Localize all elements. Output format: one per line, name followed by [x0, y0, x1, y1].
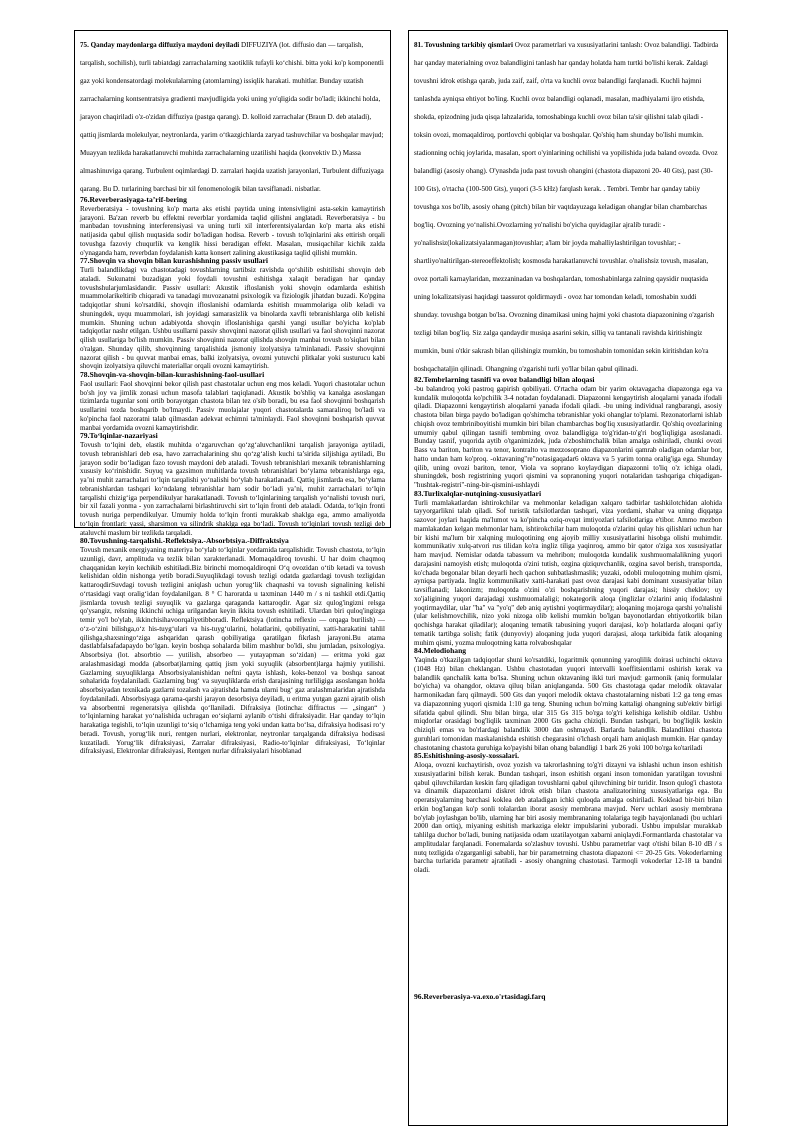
section-text: Faol usullari: Faol shovqinni bekor qilish past chastotalar uchun eng mos keladi. Yuqori chastotalar uchun bo'sh joy va jimlik zonasi uchun masofa talablari taqiqlanadi. Akustik bo'shliq va kanalga asoslangan tizimlarda tugunlar soni ortib borayotgan chastota bilan tez o'sib boradi, bu esa faol shovqinni boshqarish usullarini tezda boshqarib bo'lmaydi. Passiv muolajalar yuqori chastotalarda samaraliroq bo'ladi va ko'pincha faol nazoratni talab qilmasdan adekvat echimni ta'minlaydi. Faol shovqinni boshqarish quvvat manbai yordamida ovozni kamaytirishdir. — [80, 379, 385, 432]
right-section — [414, 490, 722, 648]
left-section — [80, 537, 385, 756]
right-section — [414, 993, 722, 1002]
left-section — [80, 34, 385, 196]
left-column — [74, 30, 391, 756]
section-body — [414, 41, 718, 373]
section-heading: 96.Reverberasiya-va.exo.o'rtasidagi.farq — [414, 991, 546, 1001]
left-section — [80, 371, 385, 432]
section-text: Yaqinda o'tkazilgan tadqiqotlar shuni ko'rsatdiki, logaritmik qonunning yaroqlilik doirasi uchinchi oktava (1048 Hz) bilan cheklangan. Ushbu chastotadan yuqori intervalli koeffitsientlarni oshirish kerak va balandlik qanchalik katta bo'lsa. Shuning uchun oktavaning ikki turi mavjud: garmonik (aniq formulalar bo'yicha) va ohangdor, oktava qiluq bilan aniqlanganda. 500 Gts chastotaga qadar melodik oktavalar harmonikadan farq qilmaydi. 500 Gts dan yuqori melodik oktava chastotalarning nisbati 1:2 ga teng emas va diapazonning yuqori qismida 1:10 ga teng. Shuning uchun bo'rning kattaligi ohangning sub'ektiv birligi sifatida qabul qilindi. Shu bilan birga, ular 315 Gs 315 bo'rga to'g'ri kelishiga kelishib oldilar. Ushbu miqdorlar orasidagi bog'liqlik taxminan 2000 Gts gacha chiziqli. Bundan tashqari, bu bog'liqlik keskin chiziqli emas va bo'rlardagi balandlik 3000 dan oshmaydi. Barlarda balandlik. Balandlikni chastota guruhlari tomonidan maskalanishda eshitish chegarasini o'lchash orqali ham aniqlash mumkin. Har qanday chastotaning chastota guruhiga ko'payishi bilan ohang balandligi 1 bark 26 yoki 100 bo'rga ko'tariladi — [414, 656, 722, 752]
section-body — [80, 41, 384, 193]
left-section — [80, 196, 385, 257]
right-column — [408, 30, 728, 1126]
right-section — [414, 752, 722, 875]
section-heading: 84.Melodiohang — [414, 646, 467, 656]
section-text: Tovush to‘lqini deb, elastik muhitda o‘zgaruvchan qo‘zg‘aluvchanlikni tarqalish jarayoniga aytiladi, tovush tebranishlari deb esa, havo zarrachalarining shu qo‘zg‘alish kuchi ta’sirida siljishiga aytiladi, Bu jarayon sodir bo‘ladigan fazo tovush maydoni deb ataladi. Tovush tebranishlari mexanik tebranishlarning xususiy ko‘rinishidir. Suyuq va gazsimon muhitlarda tovush tebranishlari bo‘ylama tebranishlarga ega, ya’ni muhit zarrachalari to‘lqin tarqalishi yo‘nalishi bo‘ylab harakatlanadi. Qattiq jismlarda esa, bo‘ylama tebranishlardan tashqari ko‘ndalang tebranishlar ham sodir bo‘ladi ya’ni, muhit zarrachalari to‘lqin tarqalishi chizig‘iga perpendikulyar harakatlanadi. Tovush to‘lqinlarining tarqalish yo‘nalishi tovush nuri, bir xil fazali yonma - yon zarrachalarni birlashtiruvchi sirt to‘lqin fronti deb ataladi. Odatda, to‘lqin fronti tovush nuriga perpendikulyar. Umumiy holda to‘lqin fronti murakkab shaklga ega, ammo amaliyotda to‘lqin frontlari: yassi, sharsimon va silindrik shaklga ega bo‘ladi. Tovush to‘lqinlari tovush tezligi deb ataluvchi maslum bir tezlikda tarqaladi. — [80, 441, 385, 537]
section-text: Tovush mexanik energiyaning materiya bo‘ylab to‘lqinlar yordamida tarqalishidir. Tovush chastota, to‘lqin uzunligi, davr, amplituda va tezlik bilan xarakterlanadi. Momaqaldiroq tovushi. U har doim chaqmoq chaqqanidan keyin kechikib eshitiladi.Biz birinchi momoqaldiroqni O‘q ovozidan o‘tib ketadi va tovush kelishidan oldin nishonga yetib boradi.Suyuqlikdagi tovush tezligi odatda gazlardagi tovush tezligidan kattaroqdirSuvdagi tovush tezligini aniqlash uchun yorug‘lik chaqnashi va tovush signalining kelishi o‘rtasidagi vaqt oralig‘idan foydalanilgan. 8 ° C haroratda u taxminan 1440 m / s ni tashkil etdi.Qattiq jismlarda tovush tezligi suyuqlik va gazlarga qaraganda kattaroqdir. Agar siz qulog'ingizni relsga qo'ysangiz, relsning ikkinchi uchiga urilgandan keyin ikkita tovush eshitiladi. Ulardan biri quloq'ingizga temir yo'l bo'ylab, ikkinchisihavoorqaliyetibboradi. Reflektsiya (lotincha reflexio — orqaga burilish) — o‘z-o‘zini bilishga,o‘z his-tuyg‘ulari va his-tuyg‘ularini, holatlarini, qobiliyatini, xatti-harakatini tahlil qilishga,shaxsningo‘ziga ashqaridan qarash qobiliyatiga qaratilgan fikrlash jarayoni.Bu atama dastlabfalsafadapaydo bo‘lgan. keyin boshqa sohalarda bilim mashhur bo'ldi, shu jumladan, psixologiya. Absorbsiya (lot. absorbtio — yutilish, absorbeo — yutayapman so‘zidan) — eritma yoki gaz aralashmasidagi modda (absorbat)larning qattiq jism yoki suyuqlik (absorbent)larga hajmiy yutilishi. Gazlarning suyuqliklarga Absorbsiyalanishidan neftni qayta ishlash, koks-benzol va boshqa sanoat sohalarida foydalaniladi. Gazlarning bug‘ va suyuqliklarda erish darajasining turliligiga asoslangan holda absorbsiyadan texnikada gazlarni tozalash va ajratishda hamda ularni bug‘ gaz aralashmalaridan ajratishda foydalaniladi. Absorbsiyaga qarama-qarshi jarayon desorbsiya deyiladi, u eritma yutgan gazni ajratib olish va absorbentni regeneratsiya qilishda qo‘llaniladi. Difraksiya (lotincha: diffractus — „singan“ ) to‘lqinlarning harakat yo‘nalishida uchragan eo‘siqlarni aylanib o‘tishi difraksiyadir. Har qanday to‘lqin harakatiga tegishli, to‘lqin uzunligi to‘siq o‘lchamiga teng yoki undan katta bo‘lsa, difraksiya hodisasi ro‘y beradi. Tovush, yorug‘lik nuri, rentgen nurlari, elektronlar, neytronlar tarqalganda difraksiya hodisasi kuzatiladi. Yorug‘lik difraksiyasi, Zarralar difraksiyasi, Radio-to‘lqinlar difraksiyasi, To‘lqinlar difraksiyasi, Elektronlar difraksiyasi, Rentgen nurlar difraksiyalari hisoblanad — [80, 546, 385, 756]
section-text: DIFFUZIYA (lot. diffusio dan — tarqalish, tarqalish, sochilish), turli tabiatdagi zarrachalarning xaotiklik tufayli ko‘chishi. bitta yoki ko'p komponentli gaz yoki kondensatordagi molekulalarning (atomlarning) issiqlik harakati. muhitlar. Bunday uzatish zarrachalarning kontsentratsiya gradienti mavjudligida yoki uning yo'qligida sodir bo'ladi; ikkinchi holda, jarayon chaqiriladi o'z-o'zidan diffuziya (pastga qarang). D. kolloid zarrachalar (Braun D. deb ataladi), qattiq jismlarda molekulyar, neytronlarda, yarim o‘tkazgichlarda zaryad tashuvchilar va boshqalar mavjud; Muayyan tezlikda harakatlanuvchi muhitda zarrachalarning uzatilishi haqida (konvektiv D.) Massa almashinuviga qarang. Turbulent oqimlardagi D. zarralari haqida uzatish jarayonlari, Turbulent diffuziyaga qarang. Bu D. turlarining barchasi bir xil fenomenologik bilan tavsiflanadi. nisbatlar. — [80, 41, 384, 193]
section-heading: 83.Turlixalqlar-nutqining-xususiyatlari — [414, 488, 542, 498]
right-section — [414, 647, 722, 752]
section-heading: 80.Tovushning-tarqalishi.-Reflektsiya.-Absorbtsiya.-Diffraktsiya — [80, 536, 289, 546]
section-text: Turli mamlakatlardan ishtirokchilar va mehmonlar keladigan xalqaro tadbirlar tashkilotchidan alohida tayyorgarlikni talab qiladi. Sof turistik tafsilotlardan tashqari, viza yordami, shahar va uning diqqatga sazovor joylari haqida ma'lumot va ko'pincha oziq-ovqat imtiyozlari tafsilotlariga e'tibor. Ammo mezbon mamlakatdan kelgan mehmonlar ham, ishtirokchilar ham muloqotda o'zlarini qulay his qilishlari uchun har bir kishi ma'lum bir xalqning muloqotining eng ajoyib milliy xususiyatlarini hisobga olishi muhimdir. kommunikativ xulq-atvori rus tilidan ko'ra ingliz tiliga yaqinroq, ammo bir qator o'ziga xos xususiyatlar ham mavjud. Nemislar odatda tabassum va mehribon; muloqotda kundalik xushmuomalalikning yuqori darajasini namoyish etish; muloqotda o'zini tutish, ozgina qiziquvchanlik, ozgina savol berish, transportda, ko'chada begonalar bilan deyarli hech qachon suhbatlashmaslik; yuzaki, odobli muloqotning muhim qismi, ayniqsa partiyada. Ingliz kommunikativ xatti-harakati past ovoz darajasi kabi dominant xususiyatlar bilan tavsiflanadi; lakonizm; muloqotda o'zini o'zi boshqarishning yuqori darajasi; hissiy cheklov; uy xo'jaligining yuqori darajadagi xushmuomalaligi; nokategorik aloqa (inglizlar o'zlarini aniq ifodalashni yoqtirmaydilar, ular "ha" va "yo'q" deb aniq aytishni yoqtirmaydilar); aloqaning mojaroga qarshi yo'nalishi (ular kelishmovchilik, nizo yoki nizoga olib kelishi mumkin bo'lgan bayonotlardan ehtiyotkorlik bilan qochishga harakat qiladilar); aloqaning tematik tabusining yuqori darajasi, ko'p holatlarda aloqani qat'iy tematik tartibga solish; fatik (dunyoviy) aloqaning juda yuqori darajasi, aloqa tarkibida fatik aloqaning muhim qismi, yozma muloqotning katta rolvaboshqalar — [414, 498, 722, 647]
section-heading: 85.Eshitishning-asosiy-xossalari. — [414, 751, 520, 761]
section-heading: 76.Reverberasiyaga-ta’rif-bering — [80, 195, 187, 204]
right-section — [414, 34, 722, 376]
section-heading: 77.Shovqin va shovqin bilan kurashishning passiv usullari — [80, 256, 269, 266]
right-section — [414, 376, 722, 490]
section-text: Ovoz parametrlari va xususiyatlarini tanlash: Ovoz balandligi. Tadbirda har qanday materialning ovoz balandligini tanlash har qanday holatda ham turtki bo'lishi kerak. Zaldagi tovushni idrok etishga qarab, juda zaif, zaif, o'rta va kuchli ovoz balandligi farqlanadi. Kuchli hajmni tanlashda ayniqsa ehtiyot bo'ling. Kuchli ovoz balandligi oqlanadi, masalan, madhiyalarni ijro etishda, shokda, epizodning juda qisqa lahzalarida, tomoshabinga kuchli ovoz bilan ta'sir qilishni talab qiladi - toksin ovozi, momaqaldiroq, portlovchi qobiqlar va boshqalar. Qo'shiq ham shunday bo'lishi mumkin. stadionning ochiq joylarida, masalan, sport o'yinlarining ochilishi va yopilishida juda baland ovozda. Ovoz balandligi (asosiy ohang). O'ynashda juda past tovush ohangini (chastota diapazoni 20- 40 Gts), past (30-100 Gts), o'rtacha (100-500 Gts), yuqori (3-5 kHz) farqlash kerak. . Tembri. Tembr har qanday tabiiy tovushga xos bo'lib, asosiy ohang (pitch) bilan bir vaqtdayuzaga keladigan ohanglar bilan chambarchas bog'liq. Ovozning yo‘nalishi.Ovozlarning yo'nalishi bo'yicha quyidagilar ajralib turadi: -yo'nalishsiz(lokalizatsiyalanmagan)tovushlar; a'lam bir joyda mahalliylashtirilgan tovushlar; -shartliyo'naltirilgan-stereoeffektolish; kosmosda harakatlanuvchi tovushlar. o'nalishsiz tovush, masalan, ovoz portali karnaylaridan, mezzaninadan va boshqalardan, tomoshabinlarga zalning qaysidir nuqtasida uning lokalizatsiyasi haqidagi taassurot qoldirmaydi - ovoz har tomondan keladi, tomoshabin xuddi shunday. tovushga botgan bo'lsa. Ovozning dinamikasi uning hajmi yoki chastota diapazonining o'zgarish tezligi bilan bog'liq. Siz zalga qandaydir musiqa asarini sekin, silliq va tantanali ravishda kiritishingiz mumkin, buni o'tkir sakrash bilan qilishingiz mumkin, bu tomoshabin tomonidan sekin kiritishdan ko'ra boshqachataljin qilinadi. Ohangning o'zgarishi turli yo'llar bilan qabul qilinadi. — [414, 41, 719, 373]
section-text: Aloqa, ovozni kuchaytirish, ovoz yozish va takrorlashning to'g'ri dizayni va ishlashi uchun inson eshitish xususiyatlarini bilish kerak. Bundan tashqari, inson eshitish organi inson tomonidan yaratilgan tovushni qabul qiluvchilardan keskin farq qiladigan tovushlarni qabul qiluvchining bir turidir. Inson qulog'i chastota va dinamik diapazonlarni diskret idrok etish bilan chastota analizatorining xususiyatlariga ega. Bu operatsiyalarning barchasi koklea deb ataladigan ichki quloqda amalga oshiriladi. Koklead bir-biri bilan erkin bog'langan ko'p sonli tolalardan iborat asosiy membrana mavjud. Nerv uchlari asosiy membrana bo'ylab joylashgan bo'lib, ularning har biri asosiy membrananing tolalariga tegib hayajonlanadi (bu uchlari 2000 dan ortiq), miyaning eshitish markaziga elektr impulslarini yuboradi. Ushbu impulslar murakkab tahlilga duchor bo'ladi, buning natijasida odam uzatilayotgan xabarni aniqlaydi.Formantlarda chastotalar va amplitudalar farqlanadi. Fonemalarda so'zlashuv tovushi. Ushbu parametrlar vaqt o'tishi bilan 8-10 dB / s nutq tezligida o'zgarganligi sababli, har bir parametrning chastota diapazoni <= 20-25 Gts. Vokoderlarning barcha turlarida parametr ajratiladi - asosiy ohangning chastotasi. Tarmoqli vokoderlar 12-18 ta bandni oladi. — [414, 761, 722, 875]
blank-space — [414, 875, 722, 993]
section-heading: 81. Tovushning tarkibiy qismlari — [414, 41, 513, 49]
left-section — [80, 432, 385, 537]
section-heading: 82.Tembrlarning tasnifi va ovoz balandligi bilan aloqasi — [414, 375, 595, 384]
section-text: -bu balandroq yoki pastroq gapirish qobiliyati. O'rtacha odam bir yarim oktavagacha diapazonga ega va kundalik muloqotda ko'pchilik 3-4 notadan foydalanadi. Diapazonni kengaytirish aloqalarni yanada ifodali qiladi. Diapazonni kengaytirish aloqalarni yanada ifodali qiladi. -bu uning individual rangbarangi, asosiy chastota bilan birga paydo bo'ladigan qo'shimcha tebranishlar yoki ohanglar to'plami. Rezonatorlarni ishlab chiqish ovoz tembriniboyitishi mumkin biri bilan chambarchas bog'liq xususiyatlardir. Qo'shiq ovozlarining umumiy qabul qilingan tasnifi tembrning ovoz balandligiga to'g'ridan-to'g'ri bog'liqligiga asoslanadi. Bunday tasnif, yuqorida aytib o'tganimizdek, juda o'zboshimchalik bilan amalga oshiriladi, chunki ovozi Bass va bariton, bariton va tenor, kontralto va mezzosoprano diapazonlarini qamrab oladigan odamlar bor, hatto undan ham ko'proq. -oktavaning"re"notasigaqadar6 oktava va 5 yarim tonna oralig'iga ega. Shunday qilib, uning ovozi bariton, tenor, Viola va soprano koylaydigan diapazonni to'liq o'z ichiga oladi, shuningdek, bosh registrining yuqori qismini va sopranoning yuqori notalaridan tashqariga chiqadigan-"hushtak-registri"-ning-bir-qismini-ushlaydi — [414, 384, 722, 490]
section-text: Turli balandlikdagi va chastotadagi tovushlarning tartibsiz ravishda qo‘shilib eshitilishi shovqin deb ataladi. Sukunatni buzadigan yoki foydali tovushni eshitishga xalaqit beradigan har qanday tovushshularjumlasidandir. Passiv usullari: Akustik ifloslanish yoki shovqin odamlarda eshitish muammolarikeltirib chiqaradi va tanadagi muvozanatni psixologik va fiziologik jihatdan buzadi. Ko'pgina tadqiqotlar shuni ko'rsatdiki, shovqin ifloslanishi odamlarda eshitish muammolariga olib keladi va shuningdek, uyqu muammolari, ish joyidagi samarasizlik va binolarda xavfli tebranishlarga olib kelishi mumkin. Shuning uchun adabiyotda shovqin ifloslanishiga qarshi yangi usullar bo'yicha ko'plab tadqiqotlar nashr etilgan. Ushbu usullarni passiv shovqinni nazorat qilish usullari va faol shovqinni nazorat qilish usullariga bo'lish mumkin. Passiv shovqinni nazorat qilishda shovqin manbai tovush to'siqlari bilan o'ralgan. Shunday qilib, shovqinning tarqalishida jismoniy izolyatsiya ta'minlanadi. Passiv shovqinni nazorat qilish - bu quvvat manbai emas, balki izolyatsiya, ovozni yutuvchi plitkalar yoki susturucu kabi shovqin izolyatsiya qiluvchi materiallar orqali ovozni kamaytirish. — [80, 266, 385, 371]
section-heading: 78.Shovqin-va-shovqin-bilan-kurashishning-faol-usullari — [80, 370, 265, 380]
section-heading: 79.To‘lqinlar-nazariyasi — [80, 431, 158, 441]
section-heading: 75. Qanday maydonlarga diffuziya maydoni deyiladi — [80, 41, 240, 49]
left-section — [80, 257, 385, 371]
section-text: Reverberatsiya - tovushning ko'p marta aks etishi paytida uning intensivligini asta-sekin kamaytirish jarayoni. Ba'zan reverb bu effektni reverblar yordamida taqlid qilishni anglatadi. Reverberatsiya - bu manbadan tovushning interferensiyasi va uning turli xil interferentsiyalardan ko'p marta aks etishi natijasida qabul qilish nuqtasida sodir bo'ladigan hodisa. Reverb - tovush to'lqinlarini aks ettirish orqali tovushga fazoviy chuqurlik va kenglik hissi beradigan effekt. Masalan, musiqachilar kichik zalda o'ynaganda ham, reverbdan foydalanish katta konsert zalining akustikasiga taqlid qilishi mumkin. — [80, 204, 385, 257]
